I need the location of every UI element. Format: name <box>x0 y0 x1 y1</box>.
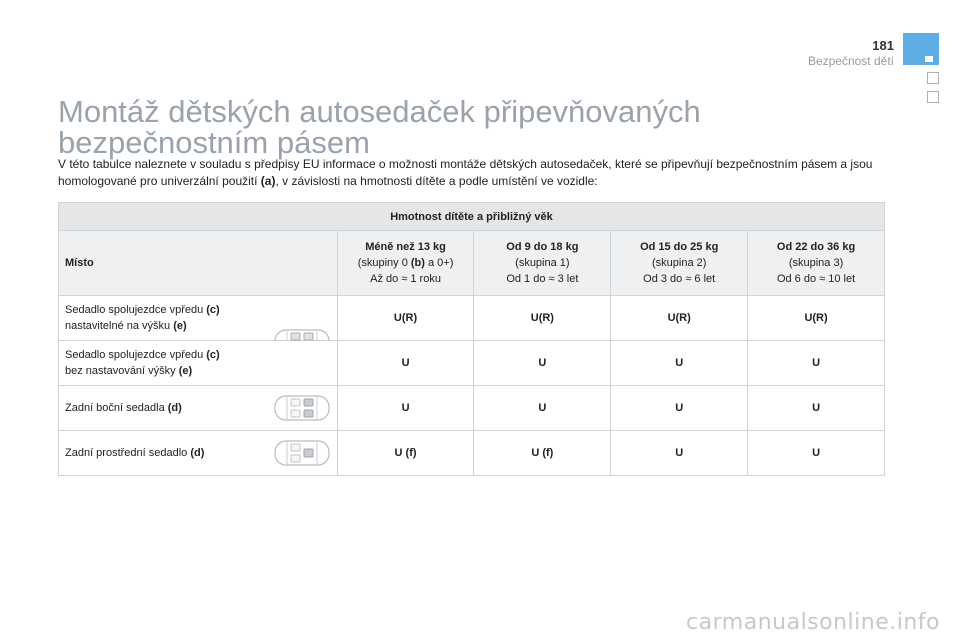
seat-position-cell: Sedadlo spolujezdce vpředu (c) nastavitelné na výšku (e) <box>59 296 338 341</box>
tab-marker-icon <box>925 56 933 62</box>
page-title: Montáž dětských autosedaček připevňovaných bezpečnostním pásem <box>58 94 701 160</box>
value-cell: U(R) <box>748 296 885 341</box>
value-cell: U(R) <box>337 296 474 341</box>
value-cell: U <box>748 341 885 386</box>
table-row <box>59 296 885 341</box>
value-cell: U <box>611 431 748 476</box>
value-cell: U <box>337 386 474 431</box>
value-cell: U <box>611 341 748 386</box>
intro-note-ref: (a) <box>260 174 276 188</box>
value-cell: U (f) <box>337 431 474 476</box>
value-cell: U <box>474 341 611 386</box>
value-cell: U <box>474 386 611 431</box>
value-cell: U <box>337 341 474 386</box>
weight-column-header: Od 9 do 18 kg (skupina 1) Od 1 do ≈ 3 let <box>474 231 611 296</box>
section-name: Bezpečnost dětí <box>807 54 894 68</box>
seat-position-cell: Sedadlo spolujezdce vpředu (c) bez nastavování výšky (e) <box>59 341 338 386</box>
car-seat-diagram-icon <box>273 392 331 424</box>
value-cell: U(R) <box>611 296 748 341</box>
value-cell: U (f) <box>474 431 611 476</box>
value-cell: U(R) <box>474 296 611 341</box>
section-tab <box>903 33 939 65</box>
value-cell: U <box>748 386 885 431</box>
intro-text-end: , v závislosti na hmotnosti dítěte a podle umístění ve vozidle: <box>275 174 598 188</box>
seat-position-cell: Zadní boční sedadla (d) <box>59 386 338 431</box>
table-row <box>59 341 885 386</box>
place-header: Místo <box>59 231 338 296</box>
table-row <box>59 386 885 431</box>
watermark: carmanualsonline.info <box>686 610 940 635</box>
seat-position-cell: Zadní prostřední sedadlo (d) <box>59 431 338 476</box>
weight-column-header: Méně než 13 kg (skupiny 0 (b) a 0+) Až do ≈ 1 roku <box>337 231 474 296</box>
group-header: Hmotnost dítěte a přibližný věk <box>59 203 885 231</box>
weight-column-header: Od 15 do 25 kg (skupina 2) Od 3 do ≈ 6 let <box>611 231 748 296</box>
value-cell: U <box>748 431 885 476</box>
intro-paragraph <box>58 156 898 190</box>
car-seat-diagram-icon <box>273 437 331 469</box>
weight-column-header: Od 22 do 36 kg (skupina 3) Od 6 do ≈ 10 let <box>748 231 885 296</box>
table-row <box>59 431 885 476</box>
intro-text: V této tabulce naleznete v souladu s předpisy EU informace o možnosti montáže dětských autosedaček, které se připevňují bezpečnostním pásem a jsou homologované pro univerzální použití <box>58 157 873 188</box>
empty-square-icon <box>927 91 939 103</box>
child-seat-table <box>58 202 885 476</box>
empty-square-icon <box>927 72 939 84</box>
value-cell: U <box>611 386 748 431</box>
page-number: 181 <box>872 38 894 53</box>
